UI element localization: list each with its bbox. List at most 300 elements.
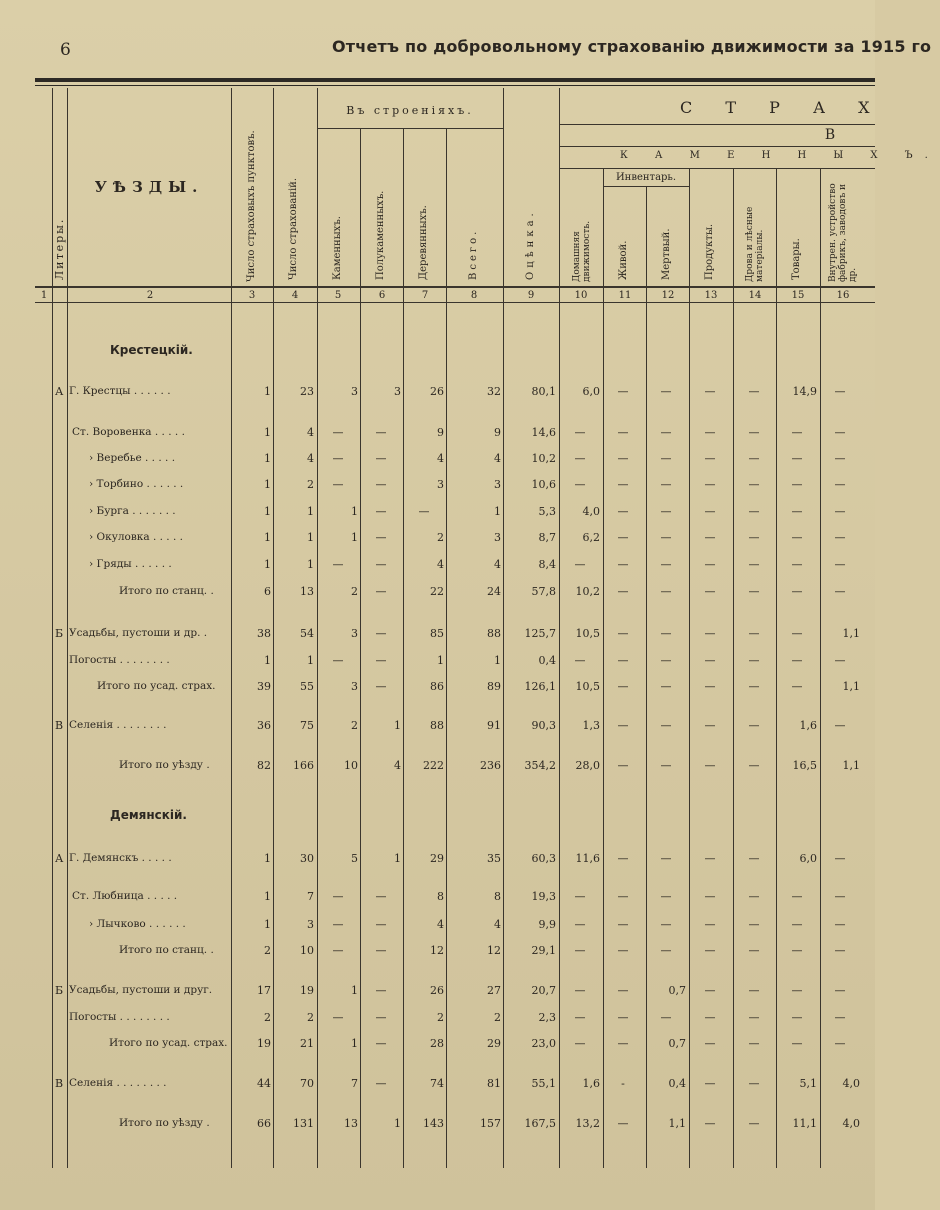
top-rule [35,78,875,82]
table-cell: 86 [430,680,444,693]
table-cell: — [660,852,672,865]
table-cell: — [617,585,629,598]
table-cell: — [834,1037,846,1050]
grid-line [603,168,604,1168]
table-cell: 131 [293,1117,314,1130]
table-cell: 6,0 [582,385,600,398]
table-cell: — [617,627,629,640]
table-cell: — [574,558,586,571]
row-name: Итого по уѣзду . [119,1117,210,1129]
table-cell: 23 [300,385,314,398]
table-cell: — [574,1011,586,1024]
table-cell: 17 [257,984,271,997]
table-cell: 1 [494,654,501,667]
table-cell: 8,4 [538,558,556,571]
table-cell: 8 [437,890,444,903]
table-cell: — [574,426,586,439]
table-cell: — [834,1011,846,1024]
column-number: 4 [291,290,299,301]
table-cell: 1 [264,918,271,931]
table-cell: — [375,558,387,571]
table-cell: — [748,426,760,439]
table-cell: 44 [257,1077,271,1090]
table-cell: 4 [437,918,444,931]
table-cell: — [617,385,629,398]
column-number: 3 [248,290,256,301]
table-cell: — [748,385,760,398]
table-cell: — [791,585,803,598]
table-cell: 1 [307,558,314,571]
col-header-inventar: Инвентарь. [615,172,677,183]
table-cell: — [660,944,672,957]
table-cell: 7 [351,1077,358,1090]
table-cell: 2 [264,944,271,957]
table-cell: 6,0 [799,852,817,865]
table-cell: 4 [307,452,314,465]
table-cell: 6,2 [582,531,600,544]
row-litera: В [55,1077,64,1090]
table-cell: — [704,385,716,398]
table-cell: — [791,478,803,491]
table-cell: — [617,852,629,865]
table-cell: — [375,426,387,439]
row-litera: А [55,852,64,865]
grid-line [559,124,875,125]
table-cell: — [375,531,387,544]
table-cell: 82 [257,759,271,772]
table-cell: 11,6 [575,852,600,865]
column-number: 6 [378,290,386,301]
table-cell: 9 [494,426,501,439]
table-cell: — [375,680,387,693]
row-name: › Лычково . . . . . . [89,918,186,930]
grid-line [67,88,68,1168]
table-cell: — [418,505,430,518]
col-header-v-stroeniyah: Въ строеніяхъ. [346,104,474,117]
table-cell: — [704,558,716,571]
table-cell: 19 [257,1037,271,1050]
row-litera: Б [55,627,64,640]
table-cell: 13 [300,585,314,598]
table-cell: — [704,719,716,732]
table-cell: — [574,984,586,997]
table-cell: — [834,585,846,598]
row-name: Усадьбы, пустоши и друг. [69,984,213,996]
table-cell: 3 [437,478,444,491]
table-cell: 0,4 [668,1077,686,1090]
table-cell: 90,3 [531,719,556,732]
table-cell: — [704,680,716,693]
column-number: 5 [334,290,342,301]
table-cell: 2 [437,531,444,544]
table-cell: 24 [487,585,501,598]
row-litera: В [55,719,64,732]
table-cell: 20,7 [531,984,556,997]
table-cell: — [834,890,846,903]
table-cell: — [704,1117,716,1130]
grid-line [603,186,689,187]
table-cell: — [791,505,803,518]
col-header-9: Оцѣнка. [525,209,536,280]
table-cell: 26 [430,984,444,997]
table-cell: 3 [494,531,501,544]
table-cell: — [660,585,672,598]
table-cell: — [617,426,629,439]
table-cell: 4 [494,918,501,931]
table-cell: — [748,890,760,903]
table-cell: 236 [480,759,501,772]
table-cell: 1 [351,505,358,518]
table-cell: — [748,759,760,772]
page-number: 6 [60,40,71,60]
table-cell: — [574,944,586,957]
table-cell: 27 [487,984,501,997]
row-name: Итого по уѣзду . [119,759,210,771]
table-cell: — [834,852,846,865]
table-cell: 2 [437,1011,444,1024]
table-cell: — [748,585,760,598]
table-cell: — [704,627,716,640]
table-cell: 28,0 [575,759,600,772]
table-cell: 1,1 [842,759,860,772]
table-cell: 1 [264,452,271,465]
table-cell: 10,2 [531,452,556,465]
table-cell: — [375,918,387,931]
col-header-6: Полукаменныхъ. [375,190,386,280]
table-cell: — [660,627,672,640]
table-cell: — [660,426,672,439]
table-cell: 1,6 [582,1077,600,1090]
row-name: › Бурга . . . . . . . [89,505,176,517]
row-litera: А [55,385,64,398]
table-cell: — [617,680,629,693]
table-cell: — [704,852,716,865]
table-cell: 13 [344,1117,358,1130]
table-cell: — [748,627,760,640]
table-cell: — [660,385,672,398]
table-cell: — [791,890,803,903]
table-cell: — [660,558,672,571]
table-cell: — [617,478,629,491]
table-cell: — [332,426,344,439]
table-cell: 70 [300,1077,314,1090]
table-cell: 1 [494,505,501,518]
table-cell: — [375,478,387,491]
table-cell: — [660,1011,672,1024]
grid-line [503,88,504,1168]
table-cell: 1,3 [582,719,600,732]
table-cell: 80,1 [531,385,556,398]
grid-line [820,168,821,1168]
table-cell: — [791,654,803,667]
table-cell: 39 [257,680,271,693]
col-header-10: Домашняя движимость. [572,220,592,282]
table-cell: 1 [351,1037,358,1050]
table-cell: 1 [394,852,401,865]
table-cell: — [704,759,716,772]
table-cell: — [574,654,586,667]
row-name: Г. Крестцы . . . . . . [69,385,171,397]
row-name: Погосты . . . . . . . . [69,654,170,666]
grid-line [35,286,875,288]
row-name: Селенія . . . . . . . . [69,719,167,731]
table-cell: — [617,452,629,465]
table-cell: — [704,984,716,997]
table-cell: 4 [394,759,401,772]
row-name: Г. Демянскъ . . . . . [69,852,172,864]
table-cell: 32 [487,385,501,398]
col-header-15: Товары. [791,238,802,280]
column-number: 11 [618,290,632,301]
table-cell: 0,7 [668,984,686,997]
grid-line [559,168,875,169]
table-cell: 16,5 [792,759,817,772]
table-cell: 21 [300,1037,314,1050]
table-cell: 81 [487,1077,501,1090]
table-cell: — [704,944,716,957]
table-cell: — [704,918,716,931]
col-header-8: Всего. [468,228,479,280]
table-cell: — [375,944,387,957]
col-header-12: Мертвый. [661,228,672,280]
table-cell: — [748,558,760,571]
table-cell: 29 [430,852,444,865]
table-cell: 19,3 [531,890,556,903]
table-cell: — [660,478,672,491]
table-cell: 1 [264,558,271,571]
table-cell: — [791,1011,803,1024]
table-cell: 29 [487,1037,501,1050]
table-cell: — [834,984,846,997]
table-cell: 1 [437,654,444,667]
table-cell: — [834,719,846,732]
table-cell: 26 [430,385,444,398]
table-cell: — [834,426,846,439]
grid-line [689,168,690,1168]
table-cell: — [617,984,629,997]
table-cell: 22 [430,585,444,598]
table-cell: — [791,918,803,931]
table-cell: 8,7 [538,531,556,544]
table-cell: 12 [487,944,501,957]
table-cell: — [574,1037,586,1050]
table-cell: 19 [300,984,314,997]
table-cell: 10,6 [531,478,556,491]
table-cell: 0,7 [668,1037,686,1050]
row-name: › Окуловка . . . . . [89,531,183,543]
table-cell: 1 [264,426,271,439]
grid-line [559,146,875,147]
table-cell: — [617,890,629,903]
col-header-14: Дрова и лѣсные матеріалы. [745,206,765,282]
table-cell: 354,2 [524,759,556,772]
table-cell: — [748,505,760,518]
column-number: 7 [421,290,429,301]
row-name: › Торбино . . . . . . [89,478,184,490]
table-cell: — [375,627,387,640]
table-cell: 1 [264,890,271,903]
column-number: 10 [574,290,588,301]
table-cell: 2 [307,478,314,491]
table-cell: 55 [300,680,314,693]
table-cell: 10,5 [575,680,600,693]
table-cell: — [375,1077,387,1090]
table-cell: 5,1 [799,1077,817,1090]
table-cell: 2 [351,585,358,598]
table-cell: — [332,654,344,667]
section-title: Демянскій. [110,808,187,822]
table-cell: 1 [307,505,314,518]
table-cell: 10,5 [575,627,600,640]
table-cell: 166 [293,759,314,772]
table-cell: 9 [437,426,444,439]
table-cell: — [748,531,760,544]
col-header-16: Внутрен. устройство фабрикъ, заводовъ и др. [828,183,858,282]
column-number: 14 [748,290,762,301]
table-cell: — [704,1037,716,1050]
table-cell: — [332,1011,344,1024]
table-cell: 222 [423,759,444,772]
table-cell: 89 [487,680,501,693]
table-cell: — [617,759,629,772]
table-cell: — [834,558,846,571]
table-cell: 10,2 [575,585,600,598]
table-cell: 4 [494,452,501,465]
table-cell: 35 [487,852,501,865]
table-cell: — [791,627,803,640]
table-cell: — [617,531,629,544]
grid-line [317,128,503,129]
table-cell: 74 [430,1077,444,1090]
table-cell: — [748,852,760,865]
table-cell: 55,1 [531,1077,556,1090]
table-cell: 143 [423,1117,444,1130]
table-cell: — [375,505,387,518]
table-cell: — [704,531,716,544]
table-cell: 1 [394,1117,401,1130]
grid-line [446,128,447,1168]
table-cell: — [748,984,760,997]
table-cell: 88 [487,627,501,640]
table-cell: — [704,452,716,465]
table-cell: 4,0 [842,1117,860,1130]
col-header-5: Каменныхъ. [332,216,343,280]
table-cell: — [791,680,803,693]
table-cell: — [834,505,846,518]
table-cell: — [660,531,672,544]
table-cell: 1 [307,531,314,544]
table-cell: — [375,984,387,997]
table-cell: 54 [300,627,314,640]
table-cell: — [332,558,344,571]
row-name: Итого по станц. . [119,585,214,597]
col-header-litery: Литеры. [53,217,66,280]
column-number: 16 [836,290,850,301]
table-cell: — [791,426,803,439]
table-cell: 12 [430,944,444,957]
row-name: Ст. Любница . . . . . [72,890,178,902]
col-header-uezdy: УѢЗДЫ. [94,178,204,196]
table-cell: — [748,680,760,693]
table-cell: 10 [344,759,358,772]
table-cell: 60,3 [531,852,556,865]
table-cell: — [704,505,716,518]
row-name: Ст. Воровенка . . . . . [72,426,185,438]
table-cell: 5,3 [538,505,556,518]
table-cell: — [617,1011,629,1024]
table-cell: — [332,918,344,931]
table-cell: — [748,452,760,465]
table-cell: — [660,918,672,931]
table-cell: 9,9 [538,918,556,931]
table-cell: — [617,719,629,732]
table-cell: 1 [307,654,314,667]
row-name: Усадьбы, пустоши и др. . [69,627,208,639]
col-header-kamennyh: К А М Е Н Н Ы Х Ъ. [620,150,940,161]
table-cell: — [704,654,716,667]
table-cell: — [332,478,344,491]
table-cell: — [660,719,672,732]
table-cell: 2 [351,719,358,732]
table-cell: — [375,1011,387,1024]
table-cell: — [660,654,672,667]
column-number: 12 [661,290,675,301]
col-header-3: Число страховыхъ пунктовъ. [246,130,257,282]
table-cell: 0,4 [538,654,556,667]
table-cell: — [834,531,846,544]
table-cell: 4 [437,558,444,571]
table-cell: 4 [437,452,444,465]
table-cell: — [660,680,672,693]
table-cell: — [375,1037,387,1050]
table-cell: — [748,918,760,931]
grid-line [776,168,777,1168]
table-cell: 88 [430,719,444,732]
table-cell: 1 [351,984,358,997]
table-cell: — [791,452,803,465]
table-cell: 4,0 [582,505,600,518]
table-cell: 2 [494,1011,501,1024]
table-cell: 11,1 [792,1117,817,1130]
table-cell: — [748,1077,760,1090]
table-cell: — [375,890,387,903]
table-cell: 125,7 [524,627,556,640]
table-cell: 167,5 [524,1117,556,1130]
row-litera: Б [55,984,64,997]
table-cell: — [748,1037,760,1050]
row-name: Погосты . . . . . . . . [69,1011,170,1023]
grid-line [35,302,875,303]
table-cell: 13,2 [575,1117,600,1130]
table-cell: — [704,585,716,598]
table-cell: — [704,426,716,439]
table-cell: 126,1 [524,680,556,693]
col-header-v: В [824,127,836,143]
table-cell: 66 [257,1117,271,1130]
table-cell: 3 [351,627,358,640]
table-cell: — [748,1011,760,1024]
table-cell: 75 [300,719,314,732]
table-cell: 157 [480,1117,501,1130]
table-cell: — [660,890,672,903]
row-name: Итого по станц. . [119,944,214,956]
table-cell: — [748,1117,760,1130]
table-cell: — [748,654,760,667]
table-cell: — [617,944,629,957]
table-cell: — [704,1077,716,1090]
table-cell: 85 [430,627,444,640]
row-name: Итого по усад. страх. [97,680,216,692]
